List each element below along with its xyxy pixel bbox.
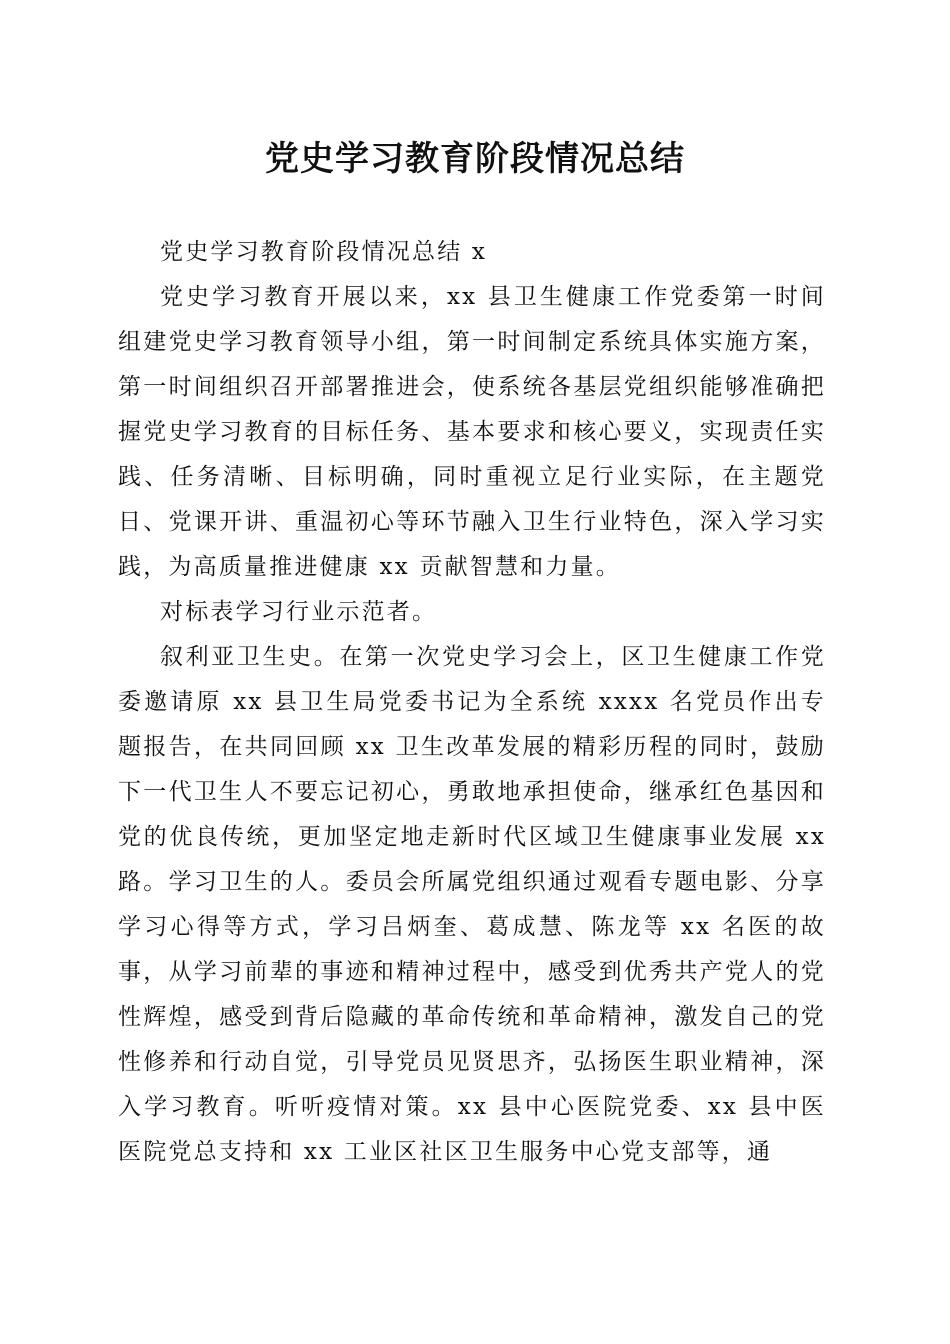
paragraph-history: 叙利亚卫生史。在第一次党史学习会上，区卫生健康工作党委邀请原 xx 县卫生局党委书记为全系统 xxxx 名党员作出专题报告，在共同回顾 xx 卫生改革发展的精彩历程的同时，鼓励下一代卫生人不要忘记初心，勇敢地承担使命，继承红色基因和党的优良传统，更加坚定地走新时代区域卫生健康事业发展 xx 路。学习卫生的人。委员会所属党组织通过观看专题电影、分享学习心得等方式，学习吕炳奎、葛成慧、陈龙等 xx 名医的故事，从学习前辈的事迹和精神过程中，感受到优秀共产党人的党性辉煌，感受到背后隐藏的革命传统和革命精神，激发自己的党性修养和行动自觉，引导党员见贤思齐，弘扬医生职业精神，深入学习教育。听听疫情对策。xx 县中心医院党委、xx 县中医医院党总支持和 xx 工业区社区卫生服务中心党支部等，通 — [118, 644, 826, 1165]
document-title: 党史学习教育阶段情况总结 — [265, 139, 685, 179]
paragraph-section-heading: 对标表学习行业示范者。 — [160, 599, 438, 625]
paragraph-intro: 党史学习教育开展以来，xx 县卫生健康工作党委第一时间组建党史学习教育领导小组，第一时间制定系统具体实施方案，第一时间组织召开部署推进会，使系统各基层党组织能够准确把握党史学习教育的目标任务、基本要求和核心要义，实现责任实践、任务清晰、目标明确，同时重视立足行业实际，在主题党日、党课开讲、重温初心等环节融入卫生行业特色，深入学习实践，为高质量推进健康 xx 贡献智慧和力量。 — [118, 284, 826, 580]
document-body — [118, 230, 826, 1175]
paragraph-subtitle: 党史学习教育阶段情况总结 x — [160, 239, 488, 265]
